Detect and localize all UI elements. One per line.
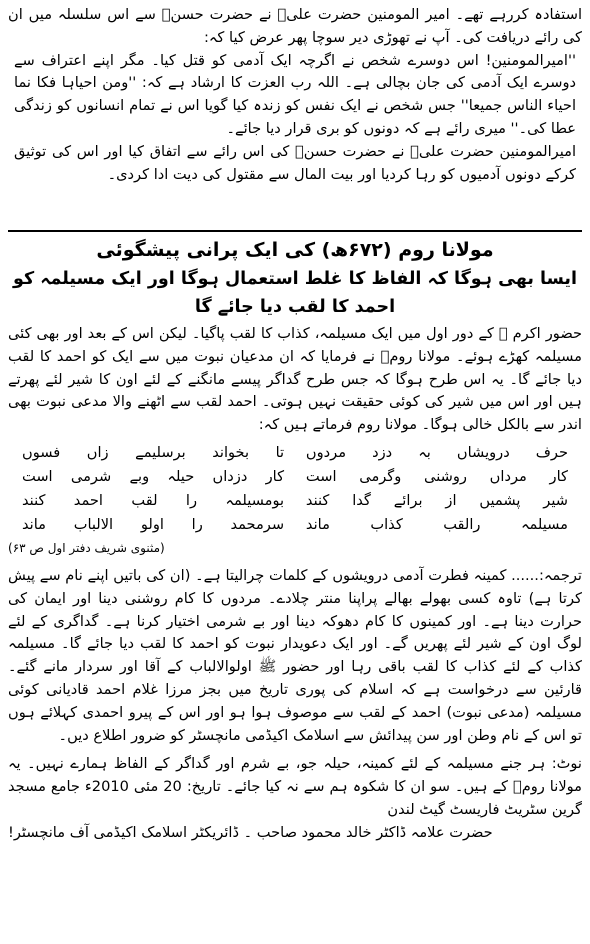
author-signature: حضرت علامہ ڈاکٹر خالد محمود صاحب ۔ ڈائریکٹر اسلامک اکیڈمی آف مانچسٹر! [8, 823, 493, 841]
article-subheading: ایسا بھی ہوگا کہ الفاظ کا غلط استعمال ہوگا اور ایک مسیلمہ کو احمد کا لقب دیا جائے گا [13, 269, 577, 317]
verse-row [22, 465, 568, 489]
top-section [8, 4, 582, 226]
verse-hemistich: سرمحمد را اولو الالباب ماند [22, 515, 285, 533]
outcome-paragraph: امیرالمومنین حضرت علیؓ نے حضرت حسنؓ کی اس رائے سے اتفاق کیا اور اس کی توثیق کرکے دونوں آدمیوں کو رہا کردیا اور بیت المال سے مقتول کی دیت ادا کردی۔ [14, 142, 576, 183]
verse-row [22, 441, 568, 465]
article-heading: مولانا روم (۶۷۲ھ) کی ایک پرانی پیشگوئی [96, 239, 494, 261]
persian-verses [22, 441, 568, 537]
verse-hemistich: بومسیلمہ را لقب احمد کنند [22, 491, 285, 509]
note-paragraph: نوٹ: ہر جنے مسیلمہ کے لئے کمینہ، حیلہ جو، بے شرم اور گداگر کے الفاظ ہمارے نہیں۔ یہ مولانا رومؒ کے ہیں۔ سو ان کا شکوہ ہم سے نہ کیا جائے۔ تاریخ: 20 مئی 2010ء جامع مسجد گرین سٹریٹ فاریسٹ گیٹ لندن [8, 755, 582, 818]
section-divider [8, 230, 582, 232]
verse-hemistich: شیر پشمیں از برائے گدا کنند [305, 491, 568, 509]
body-paragraph: حضور اکرم ﷺ کے دور اول میں ایک مسیلمہ، کذاب کا لقب پاگیا۔ لیکن اس کے بعد اور بھی کئی مسیلمہ کھڑے ہوئے۔ مولانا رومؒ نے فرمایا کہ ان مدعیان نبوت میں سے ایک کو احمد کا لقب دیا جائے گا۔ یہ اس طرح ہوگا کہ جس طرح گداگر پیسے مانگنے کے لئے اون کا شیر لئے پھرتے ہیں اور اس میں شیر کی کوئی حقیقت نہیں ہوتی۔ احمد لقب سے اٹھنے والا مدعی نبوت بھی اندر سے بالکل خالی ہوگا۔ مولانا روم فرماتے ہیں کہ: [8, 325, 582, 434]
verse-hemistich: کار دزداں حیلہ وبے شرمی است [22, 467, 285, 485]
quote-paragraph: ''امیرالمومنین! اس دوسرے شخص نے اگرچہ ایک آدمی کو قتل کیا۔ مگر اپنے اعتراف سے دوسرے ایک آدمی کی جان بچالی ہے۔ اللہ رب العزت کا ارشاد ہے کہ: ''ومن احیاہا فکا نما احیاء الناس جمیعا'' جس شخص نے ایک نفس کو زندہ کیا گویا اس نے تمام انسانوں کو زندگی عطا کی۔'' میری رائے ہے کہ دونوں کو بری قرار دیا جائے۔ [14, 51, 576, 137]
verse-row [22, 513, 568, 537]
verse-row [22, 489, 568, 513]
verse-hemistich: کار مرداں روشنی وگرمی است [305, 467, 568, 485]
citation: (مثنوی شریف دفتر اول ص ۶۳) [8, 540, 165, 555]
intro-paragraph: استفادہ کررہے تھے۔ امیر المومنین حضرت علیؓ نے حضرت حسنؓ سے اس سلسلہ میں ان کی رائے دریافت کی۔ آپ نے تھوڑی دیر سوچا پھر عرض کیا کہ: [8, 6, 582, 46]
verse-hemistich: مسیلمہ رالقب کذاب ماند [305, 515, 568, 533]
verse-hemistich: تا بخواند برسلیمے زاں فسوں [22, 443, 285, 461]
translation-paragraph: ترجمہ:...... کمینہ فطرت آدمی درویشوں کے کلمات چرالیتا ہے۔ (ان کی باتیں اپنے نام سے پیش کرتا ہے) تاوہ کسی بھولے بھالے پراپنا منتر چلادے۔ مردوں کا کام روشنی دینا اور ایمان کی حرارت دینا ہے۔ اور کمینوں کا کام دھوکہ دینا اور بے شرمی اختیار کرنا ہے۔ گداگری کے لئے لوگ اون کے شیر لئے پھریں گے۔ اور ایک دعویدار نبوت کو احمد کا لقب دیا جائے گا۔ مسیلمہ کذاب کے لئے کذاب کا لقب باقی رہا اور حضور ﷺ اولوالالباب کے آقا اور سردار مانے گئے۔ قارئین سے درخواست ہے کہ اسلام کی پوری تاریخ میں بجز مرزا غلام احمد قادیانی کوئی مسیلمہ (مدعی نبوت) احمد کے لقب سے موصوف ہوا ہو اور اس کے پیرو احمدی کہلائے ہوں تو اس کے نام وطن اور سن پیدائش سے اسلامک اکیڈمی مانچسٹر کو ضرور اطلاع دیں۔ [8, 566, 582, 744]
verse-hemistich: حرف درویشاں بہ دزد مردوں [305, 443, 568, 461]
footer [8, 753, 582, 844]
